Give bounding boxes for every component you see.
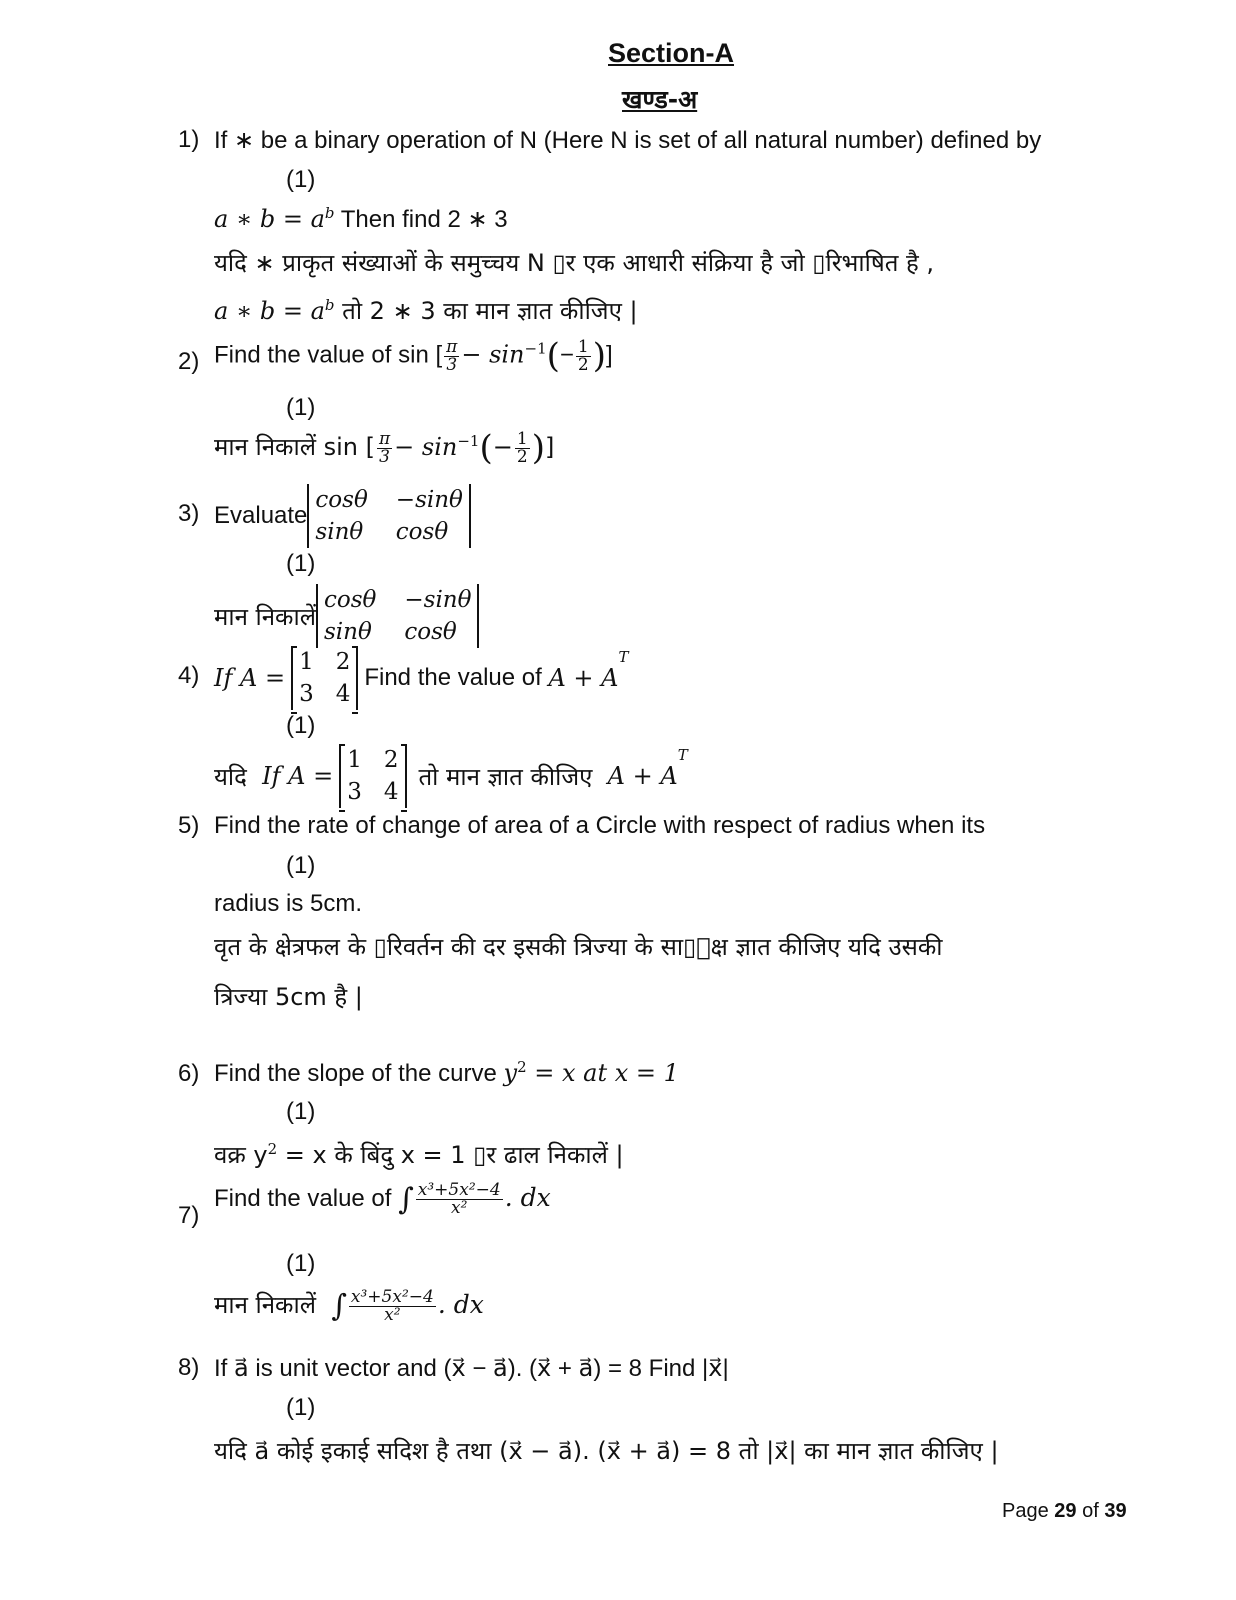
question-8-hindi-text: यदि a⃗ कोई इकाई सदिश है तथा (x⃗ − a⃗). (x⃗ + a⃗) = 8 तो |x⃗| का मान ज्ञात कीजिए | bbox=[214, 1437, 999, 1465]
section-title-hi: खण्ड-अ bbox=[622, 85, 698, 114]
question-2-hindi-text: मान निकालें sin [ $\frac{\pi}{3}$ − $\sin^{-1}(-$ $\frac{1}{2}$ )] bbox=[214, 428, 555, 468]
question-number: 1) bbox=[178, 126, 200, 153]
question-number: 4) bbox=[178, 662, 200, 689]
question-number: 7) bbox=[178, 1202, 200, 1229]
question-number: 3) bbox=[178, 500, 200, 527]
question-3-text: Evaluate cosθ −sinθ sinθ cosθ bbox=[214, 484, 471, 548]
matrix: 1 2 3 4 bbox=[291, 646, 358, 710]
question-5-text: Find the rate of change of area of a Circle with respect of radius when its bbox=[214, 812, 986, 839]
question-1-hindi-text: यदि ∗ प्राकृत संख्याओं के समुच्चय N ▯र एक आधारी संक्रिया है जो ▯रिभाषित है , bbox=[214, 249, 935, 277]
question-6-marks: (1) bbox=[286, 1098, 316, 1125]
page-number: Page 29 of 39 bbox=[1002, 1500, 1127, 1522]
question-1-hindi-expression: a ∗ $b = a^b$ तो 2 ∗ 3 का मान ज्ञात कीजिए | bbox=[214, 296, 638, 325]
question-5-marks: (1) bbox=[286, 852, 316, 879]
question-4-marks: (1) bbox=[286, 712, 316, 739]
question-6-hindi-text: वक्र $y^2 = x$ के बिंदु x = 1 ▯र ढाल निकालें | bbox=[214, 1140, 624, 1169]
question-5-hindi-text-line2: त्रिज्या 5cm है | bbox=[214, 983, 363, 1011]
question-8-marks: (1) bbox=[286, 1394, 316, 1421]
question-5-text-line2: radius is 5cm. bbox=[214, 890, 363, 917]
question-4-text: If A = 1 2 3 4 Find the value of A + A $^T$ bbox=[214, 646, 629, 710]
question-2-marks: (1) bbox=[286, 394, 316, 421]
matrix: 1 2 3 4 bbox=[339, 744, 406, 808]
determinant: cosθ −sinθ sinθ cosθ bbox=[307, 484, 470, 548]
question-4-hindi-text: यदि If A = 1 2 3 4 तो मान ज्ञात कीजिए A + A $^T$ bbox=[214, 744, 688, 808]
determinant: cosθ −sinθ sinθ cosθ bbox=[316, 584, 479, 648]
question-7-hindi-text: मान निकालें ∫ $\frac{\text{x³+5x²−4}}{\text{x²}}$ . dx bbox=[214, 1286, 484, 1325]
question-number: 2) bbox=[178, 348, 200, 375]
question-2-text: Find the value of sin [ $\frac{\pi}{3}$ − $\sin^{-1}(-$ $\frac{1}{2}$ )] bbox=[214, 336, 613, 376]
question-3-marks: (1) bbox=[286, 550, 316, 577]
question-1-text: If ∗ be a binary operation of N (Here N is set of all natural number) defined by bbox=[214, 127, 1042, 154]
question-3-hindi-text: मान निकालें cosθ −sinθ sinθ cosθ bbox=[214, 584, 479, 648]
question-6-text: Find the slope of the curve $y^2 = x$ at x = 1 bbox=[214, 1058, 679, 1087]
question-8-text: If a⃗ is unit vector and (x⃗ − a⃗). (x⃗ + a⃗) = 8 Find |x⃗| bbox=[214, 1355, 729, 1382]
question-number: 8) bbox=[178, 1354, 200, 1381]
question-7-marks: (1) bbox=[286, 1250, 316, 1277]
question-number: 5) bbox=[178, 812, 200, 839]
question-7-text: Find the value of ∫ $\frac{\text{x³+5x²−4}}{\text{x²}}$ . dx bbox=[214, 1180, 551, 1218]
question-1-marks: (1) bbox=[286, 166, 316, 193]
section-title-en: Section-A bbox=[608, 38, 735, 68]
question-number: 6) bbox=[178, 1060, 200, 1087]
question-5-hindi-text: वृत के क्षेत्रफल के ▯रिवर्तन की दर इसकी त्रिज्या के सा▯ेक्ष ज्ञात कीजिए यदि उसकी bbox=[214, 933, 943, 961]
question-1-expression: a ∗ $b = a^b$ Then find 2 ∗ 3 bbox=[214, 204, 508, 233]
